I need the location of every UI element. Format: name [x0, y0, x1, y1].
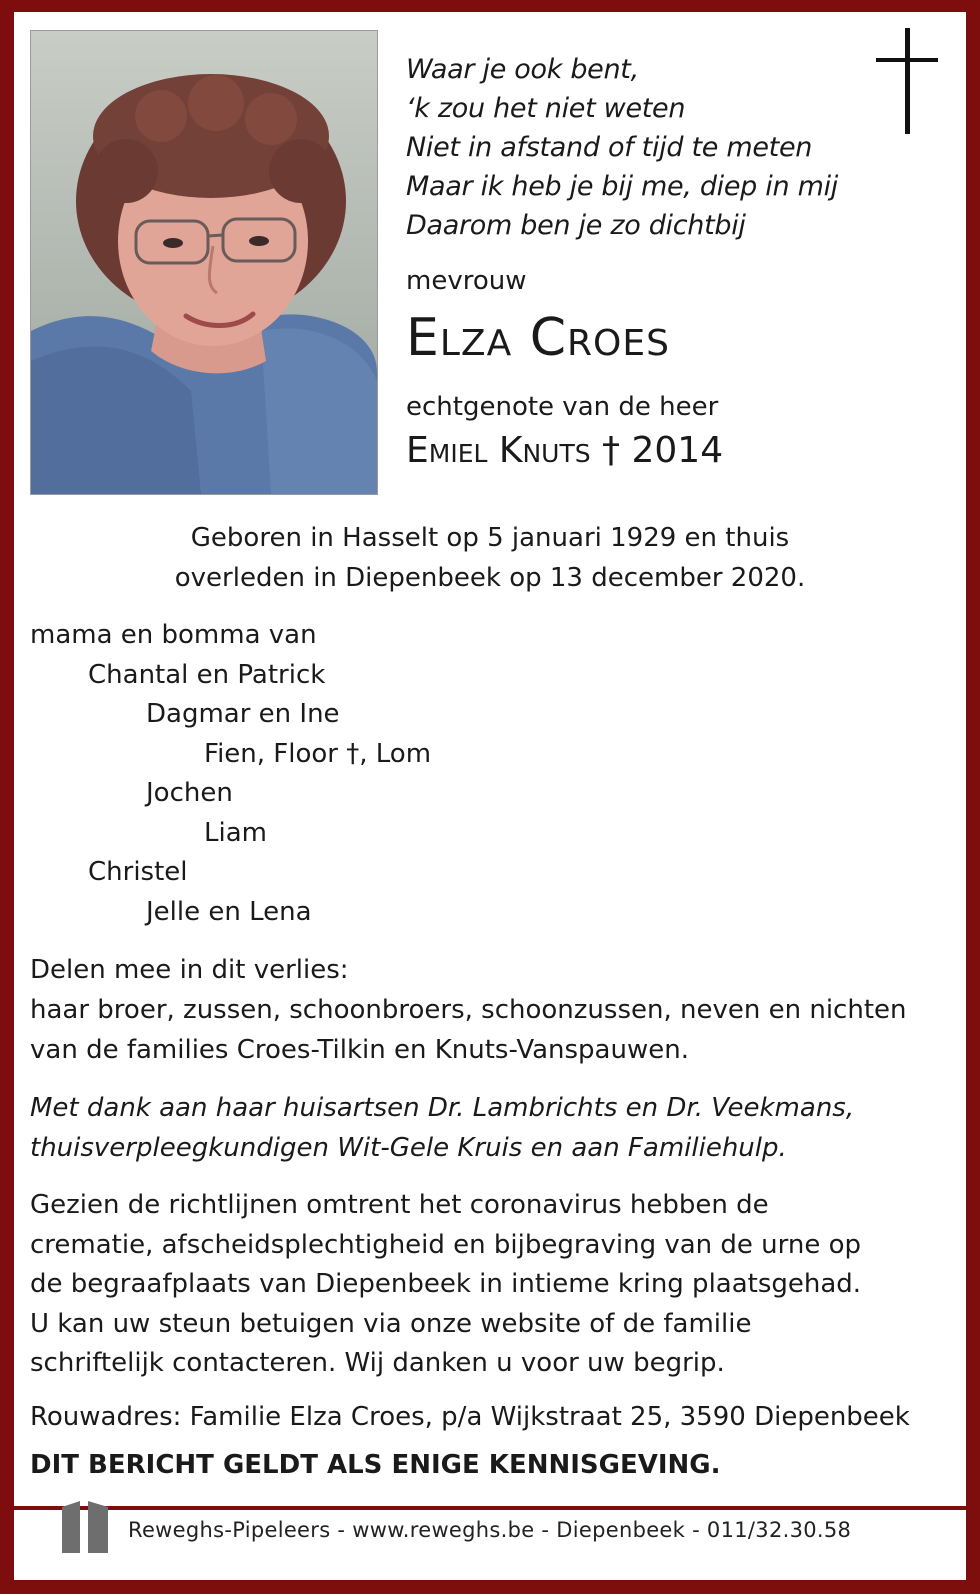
family-member: Dagmar en Ine [146, 699, 340, 729]
share-grief-text [30, 950, 906, 1070]
final-notice: DIT BERICHT GELDT ALS ENIGE KENNISGEVING. [30, 1450, 721, 1480]
family-member: Jochen [146, 778, 233, 808]
family-member: Jelle en Lena [146, 896, 312, 927]
spouse-name: Emiel Knuts † 2014 [406, 430, 724, 471]
notice-line: Gezien de richtlijnen omtrent het coronavirus hebben de [30, 1190, 769, 1220]
cross-icon [876, 28, 940, 138]
obituary-card [14, 12, 966, 1580]
deceased-name: Elza Croes [406, 308, 670, 368]
poem-line: ‘k zou het niet weten [406, 93, 686, 124]
notice-line: U kan uw steun betuigen via onze website of de familie [30, 1308, 752, 1339]
thanks-line: Met dank aan haar huisartsen Dr. Lambrichts en Dr. Veekmans, [30, 1093, 855, 1123]
poem [406, 50, 838, 245]
poem-line: Niet in afstand of tijd te meten [406, 132, 813, 163]
poem-line: Waar je ook bent, [406, 54, 639, 85]
honorific: mevrouw [406, 266, 527, 296]
thanks-line: thuisverpleegkundigen Wit-Gele Kruis en aan Familiehulp. [30, 1133, 787, 1163]
family-member: Liam [204, 817, 267, 848]
corona-notice [30, 1186, 861, 1384]
family-member: Chantal en Patrick [88, 659, 326, 690]
family-list [30, 616, 431, 932]
mourning-address: Rouwadres: Familie Elza Croes, p/a Wijkstraat 25, 3590 Diepenbeek [30, 1402, 910, 1432]
footer-contact: Reweghs-Pipeleers - www.reweghs.be - Diepenbeek - 011/32.30.58 [128, 1518, 852, 1542]
share-line: van de families Croes-Tilkin en Knuts-Vanspauwen. [30, 1035, 689, 1065]
share-line: Delen mee in dit verlies: [30, 955, 349, 985]
spouse-intro: echtgenote van de heer [406, 392, 719, 422]
birth-line: Geboren in Hasselt op 5 januari 1929 en thuis [190, 523, 790, 553]
portrait-illustration [31, 31, 377, 494]
footer-divider [14, 1506, 966, 1510]
funeral-home-logo-icon [62, 1501, 112, 1553]
family-member: Christel [88, 857, 188, 887]
notice-line: crematie, afscheidsplechtigheid en bijbegraving van de urne op [30, 1229, 862, 1260]
poem-line: Maar ik heb je bij me, diep in mij [406, 171, 839, 202]
family-member: Fien, Floor †, Lom [204, 738, 432, 769]
thanks-text [30, 1088, 854, 1168]
family-intro: mama en bomma van [30, 620, 317, 650]
birth-death-text [14, 518, 966, 598]
portrait-photo [30, 30, 378, 495]
notice-line: schriftelijk contacteren. Wij danken u voor uw begrip. [30, 1348, 725, 1378]
notice-line: de begraafplaats van Diepenbeek in intieme kring plaatsgehad. [30, 1269, 862, 1299]
share-line: haar broer, zussen, schoonbroers, schoonzussen, neven en nichten [30, 995, 907, 1025]
poem-line: Daarom ben je zo dichtbij [406, 210, 746, 241]
death-line: overleden in Diepenbeek op 13 december 2020. [174, 563, 806, 593]
